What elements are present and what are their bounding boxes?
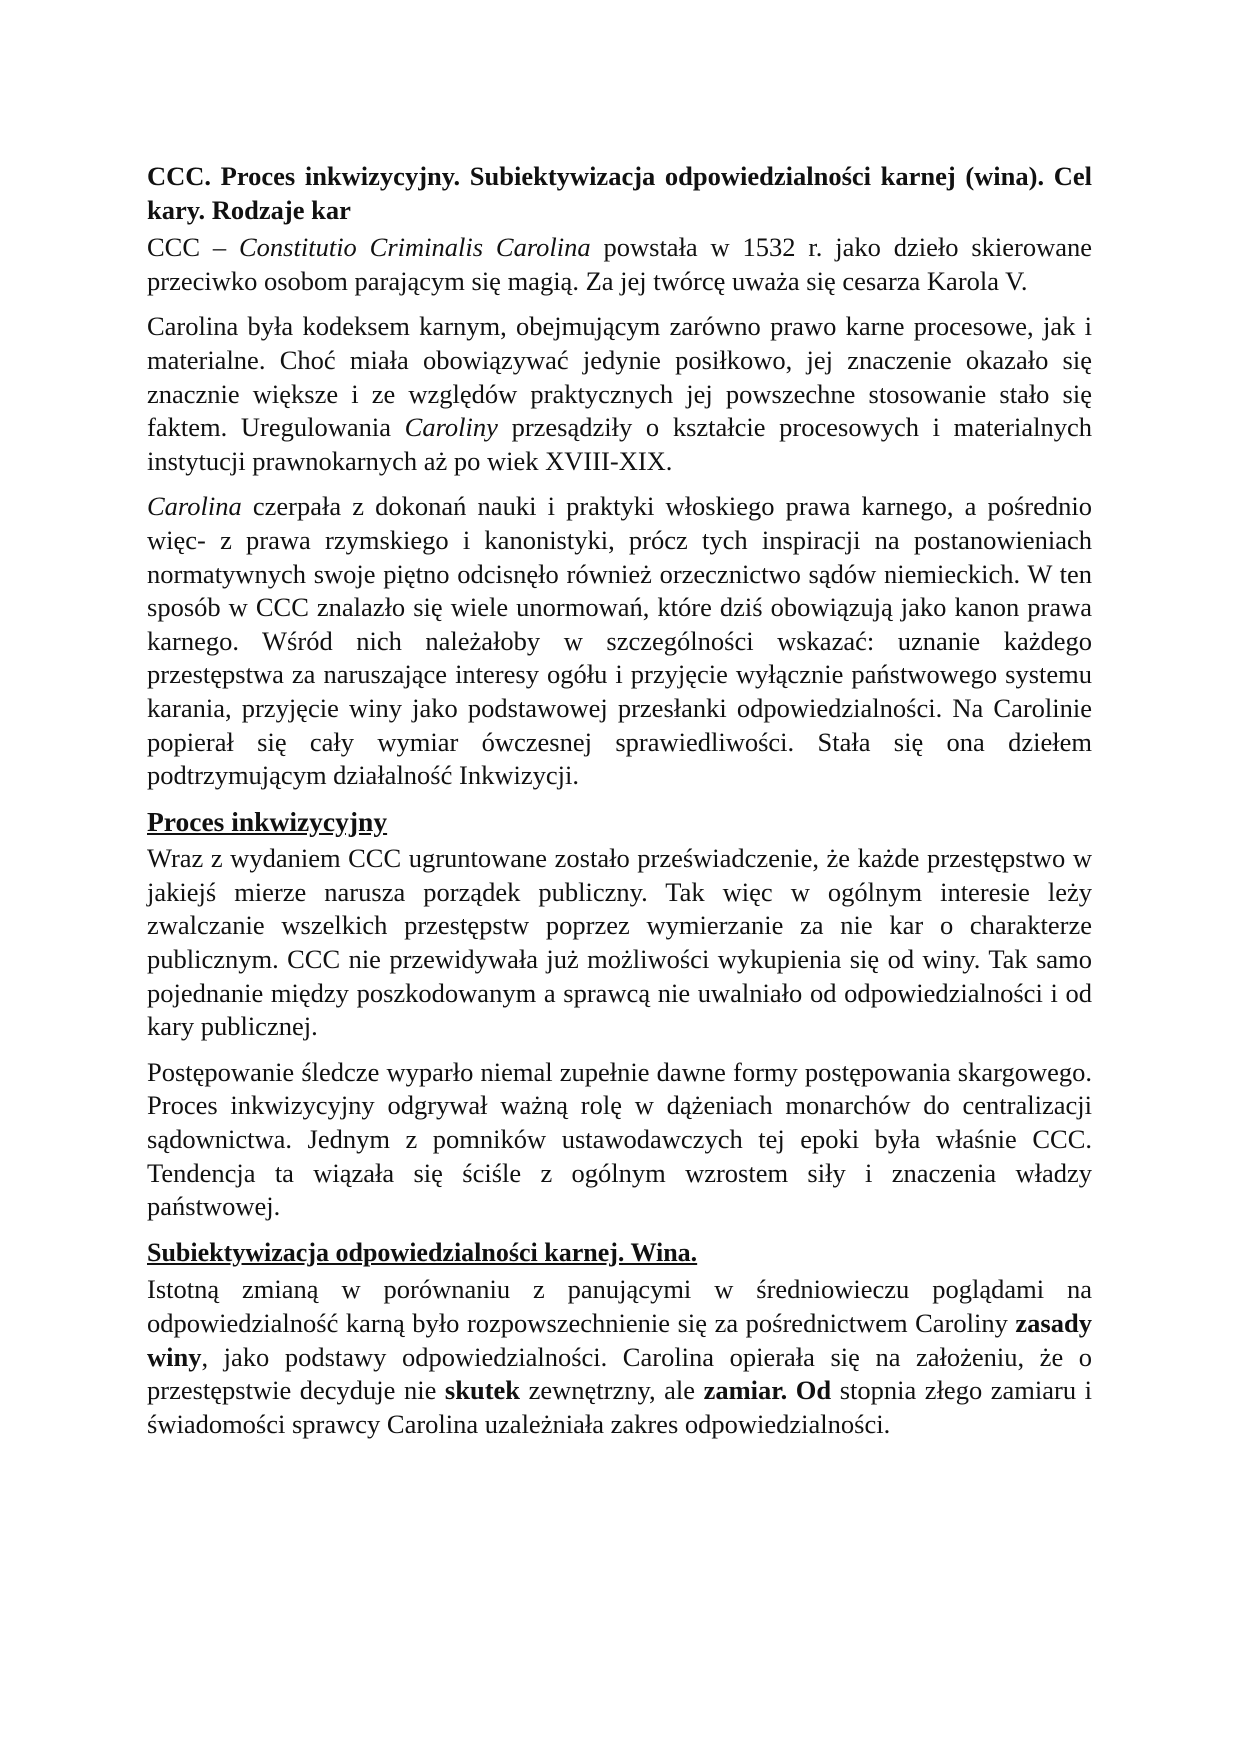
- para6-text-e: zewnętrzny, ale: [520, 1375, 704, 1406]
- title-part-1: CCC. Proces inkwizycyjny. Subiektywizacja odpowiedzialności karnej: [147, 161, 966, 191]
- section-heading-inquisitorial: Proces inkwizycyjny: [147, 805, 388, 837]
- paragraph-public-order: [147, 842, 1092, 1044]
- para2-italic-caroliny: Caroliny: [404, 412, 498, 443]
- para2-text-a: Carolina była kodeksem karnym, obejmującym zarówno prawo karne procesowe, jak i materialne. Choć miała obowiązywać jedynie posiłkowo: [147, 311, 1092, 375]
- para3-italic-carolina: Carolina: [147, 491, 242, 522]
- paragraph-carolina-sources: [147, 490, 1092, 792]
- para1-text-a: CCC –: [147, 232, 239, 263]
- para2-text-b: , jej: [785, 344, 833, 375]
- para1-italic-title: Constitutio Criminalis Carolina: [239, 232, 591, 263]
- paragraph-investigative-procedure: Postępowanie śledcze wyparło niemal zupełnie dawne formy postępowania skargowego. Proces inkwizycyjny odgrywał ważną rolę w dążeniach monarchów do centralizacji sądownictwa. Jednym z pomników ustawodawczych tej epoki była właśnie CCC. Tendencja ta wiązała się ściśle z ogólnym wzrostem siły i znaczenia władzy państwowej.: [147, 1056, 1092, 1222]
- paragraph-ccc-origin: [147, 231, 1092, 298]
- para6-bold-zamiar: zamiar: [703, 1375, 781, 1406]
- para3-text-b: czerpała z dokonań nauki i praktyki włoskiego prawa karnego, a pośrednio więc- z prawa rzymskiego i kanonistyki, prócz tych inspiracji na postanowieniach normatywnych swoje piętno odcisnęło również orzecznictwo sądów niemieckich. W ten sposób w CCC znalazło się wiele unormowań, które dziś obowiązują jako kanon prawa karnego. Wśród nich należałoby w szczególności wskazać: uznanie każdego przestępstwa za naruszające interesy ogółu i przyjęcie wyłącznie państwowego systemu karania, przyjęcie winy jako podstawowej przesłanki odpowiedzialności. Na Carolinie popierał się cały wymiar ówczesnej sprawiedliwości. Stała się ona dziełem podtrzymującym działalność Inkwizycji.: [147, 491, 1092, 791]
- document-page: [147, 160, 1092, 1453]
- para6-bold-od: . Od: [780, 1375, 832, 1406]
- section-heading-guilt: Subiektywizacja odpowiedzialności karnej. Wina.: [147, 1237, 698, 1267]
- para1-text-c: powstała w 1532 r. jako dzieło skierowane przeciwko osobom parającym się magią. Za jej twórcę uważa się: [147, 232, 1093, 296]
- para4-text-c: sprawcą nie uwalniało od odpowiedzialności i od kary publicznej.: [147, 977, 1092, 1042]
- paragraph-principle-of-guilt: [147, 1273, 1092, 1441]
- para4-text-a: Wraz z wydaniem CCC ugruntowane zostało przeświadczenie, że każde przestępstwo w jakiejś mierze narusza porządek publiczny. Tak więc w ogólnym interesie leży zwalczanie wszelkich przestępstw poprzez wymierzanie za nie kar o charakterze publicznym. CCC nie przewidywała już możliwości wykupienia się od winy. Tak samo pojednanie między poszkod: [147, 843, 1092, 1008]
- para6-bold-zasady-winy: zasady winy: [147, 1308, 1092, 1372]
- para2-text-e: przesądziły o kształcie procesowych i materialnych instytucji prawnokarnych aż po wiek: [147, 412, 1093, 476]
- document-title: [147, 160, 1092, 227]
- para2-text-c: znaczenie okazało się znacznie większe i ze względów praktycznych jej powszechne stosowanie stało się faktem. Uregulowania: [147, 344, 1092, 443]
- para2-text-f: XVIII-XIX.: [545, 445, 673, 476]
- para6-text-a: Istotną zmianą w porównaniu z panującymi w średniowieczu poglądami na odpowiedzialność karną było rozpowszechnienie się za pośrednictwem Caroliny: [147, 1274, 1092, 1338]
- paragraph-carolina-code: [147, 310, 1092, 478]
- para1-text-d: cesarza Karola V.: [842, 265, 1028, 296]
- para6-text-c: , jako podstawy odpowiedzialności. Carolina opierała się na założeniu, że o przestępstwie decyduje nie: [147, 1341, 1092, 1406]
- para6-text-h: stopnia złego zamiaru i świadomości sprawcy Carolina uzależniała zakres odpowiedzialności.: [147, 1375, 1092, 1439]
- para6-bold-skutek: skutek: [444, 1375, 521, 1406]
- para4-text-b: owanym a: [444, 977, 556, 1008]
- title-part-2: (wina). Cel kary. Rodzaje kar: [147, 161, 1092, 225]
